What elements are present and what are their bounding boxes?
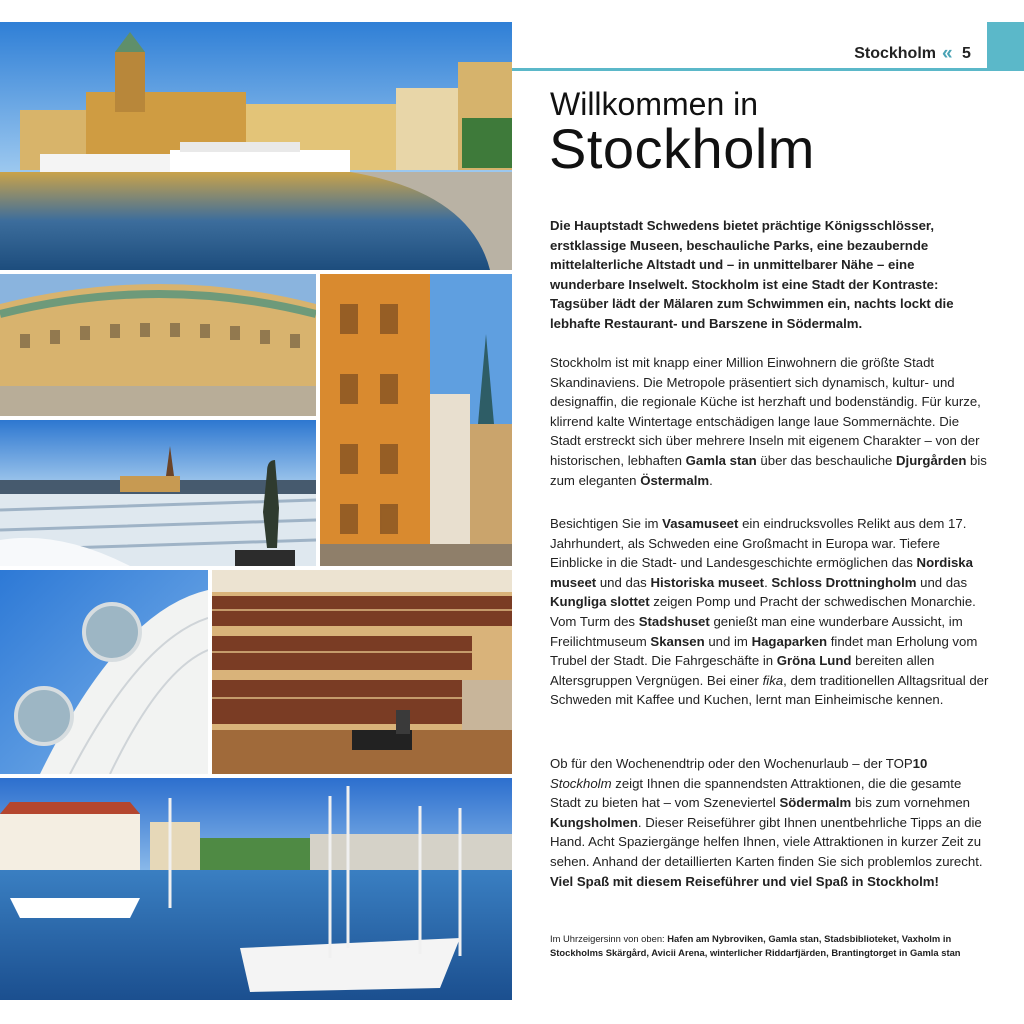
lead-paragraph: Die Hauptstadt Schwedens bietet prächtige Königsschlösser, erstklassige Museen, beschauliche Parks, eine bezaubernde mittelalterliche Altstadt und – in unmittelbarer Nähe – eine wunderbare Inselwelt. Stockholm ist eine Stadt der Kontraste: Tagsüber lädt der Mälaren zum Schwimmen ein, nachts lockt die lebhafte Restaurant- und Barszene in Södermalm. bbox=[550, 218, 954, 331]
highlight-skansen: Skansen bbox=[650, 633, 705, 649]
page-title-line1: Willkommen in bbox=[550, 86, 759, 122]
text-span: Stockholm ist mit knapp einer Million Einwohnern die größte Stadt Skandinaviens. Die Metropole präsentiert sich dynamisch, kultur- und designaffin, die regionale Küche ist herzhaft und bodenständig. Für kurze, klirrend kalte Wintertage entschädigen lange laue Sommernächte. Die Stadt erstreckt sich über mehrere Inseln mit eigenem Charakter – von der historischen, lebhaften bbox=[550, 355, 981, 468]
text-span: Besichtigen Sie im bbox=[550, 516, 663, 531]
page-number: 5 bbox=[962, 45, 971, 62]
highlight-djurgarden: Djurgården bbox=[896, 452, 967, 468]
running-title: Stockholm bbox=[854, 45, 936, 62]
text-span: und im bbox=[704, 633, 752, 649]
text-span: . bbox=[709, 472, 713, 488]
highlight-kungsholmen: Kungsholmen bbox=[550, 814, 638, 830]
highlight-closing: Viel Spaß mit diesem Reiseführer und viel Spaß in Stockholm! bbox=[550, 873, 939, 889]
highlight-nordiska-museet: Nordiska museet bbox=[550, 555, 973, 590]
text-span: . bbox=[764, 574, 772, 590]
highlight-kungliga-slottet: Kungliga slottet bbox=[550, 594, 650, 610]
chevron-left-icon: « bbox=[942, 43, 953, 64]
photo-stadsbiblioteket bbox=[212, 570, 512, 774]
text-span: bis zum eleganten bbox=[550, 452, 987, 488]
italic-stockholm: Stockholm bbox=[550, 775, 612, 791]
text-span: und das bbox=[916, 574, 968, 590]
text-span: zeigt Ihnen die spannendsten Attraktionen, die die gesamte Stadt zu bieten hat – vom Szeneviertel bbox=[550, 775, 962, 811]
highlight-stadshuset: Stadshuset bbox=[638, 613, 710, 629]
photo-gamla-stan bbox=[320, 274, 512, 566]
photo-winterlicher-riddarfjaerden bbox=[0, 420, 316, 566]
header-rule bbox=[512, 68, 1024, 71]
paragraph-1 bbox=[550, 353, 990, 490]
paragraph-2 bbox=[550, 514, 990, 710]
text-span: über das beschauliche bbox=[756, 452, 897, 468]
text-span: , dem traditionellen Alltagsritual der Schweden mit Kaffee und Kuchen, lernt man Einheimische kennen. bbox=[550, 672, 989, 708]
photo-caption bbox=[550, 932, 980, 960]
paragraph-3 bbox=[550, 754, 990, 891]
header-tab bbox=[987, 22, 1024, 70]
photo-vaxholm bbox=[0, 778, 512, 1000]
photo-brantingtorget bbox=[0, 274, 316, 416]
text-span: bereiten allen Altersgruppen Vergnügen. Bei einer bbox=[550, 653, 935, 688]
page-title-line2: Stockholm bbox=[549, 117, 815, 180]
text-span: findet man Erholung vom Trubel der Stadt. Die Fahrgeschäfte in bbox=[550, 633, 978, 669]
photo-collage bbox=[0, 22, 512, 1000]
caption-prefix: Im Uhrzeigersinn von oben: bbox=[550, 933, 668, 944]
text-span: zeigen Pomp und Pracht der schwedischen Monarchie. Vom Turm des bbox=[550, 594, 976, 629]
photo-hafen-am-nybroviken bbox=[0, 22, 512, 270]
text-span: . Dieser Reiseführer gibt Ihnen unentbehrliche Tipps an die Hand. Acht Spaziergänge helfen Ihnen, viele Attraktionen in kurzer Zeit zu sehen. Anhand der detaillierten Karten finden Sie sich problemlos zurecht. bbox=[550, 814, 983, 869]
highlight-vasamuseet: Vasamuseet bbox=[662, 516, 739, 531]
highlight-sodermalm: Södermalm bbox=[779, 795, 852, 811]
caption-places: Hafen am Nybroviken, Gamla stan, Stadsbiblioteket, Vaxholm in Stockholms Skärgård, Avicii Arena, winterlicher Riddarfjärden, Brantingtorget in Gamla stan bbox=[550, 933, 961, 958]
italic-fika: fika bbox=[762, 672, 784, 688]
highlight-ostermalm: Östermalm bbox=[640, 472, 710, 488]
text-span: und das bbox=[596, 574, 651, 590]
text-span: ein eindrucksvolles Relikt aus dem 17. Jahrhundert, als Schweden eine Großmacht in Europa war. Tiefere Einblicke in die Stadt- und Landesgeschichte ermöglichen das bbox=[550, 516, 967, 571]
highlight-schloss-drottningholm: Schloss Drottningholm bbox=[771, 574, 917, 590]
highlight-grona-lund: Gröna Lund bbox=[776, 653, 852, 669]
highlight-gamla-stan: Gamla stan bbox=[685, 452, 757, 468]
highlight-top10: 10 bbox=[912, 756, 928, 771]
photo-avicii-arena bbox=[0, 570, 208, 774]
text-span: genießt man eine wunderbare Aussicht, im Freilichtmuseum bbox=[550, 613, 963, 649]
highlight-historiska-museet: Historiska museet bbox=[650, 574, 765, 590]
highlight-hagaparken: Hagaparken bbox=[751, 633, 828, 649]
text-span: bis zum vornehmen bbox=[851, 795, 971, 811]
text-span: Ob für den Wochenendtrip oder den Wochenurlaub – der TOP bbox=[550, 756, 913, 771]
